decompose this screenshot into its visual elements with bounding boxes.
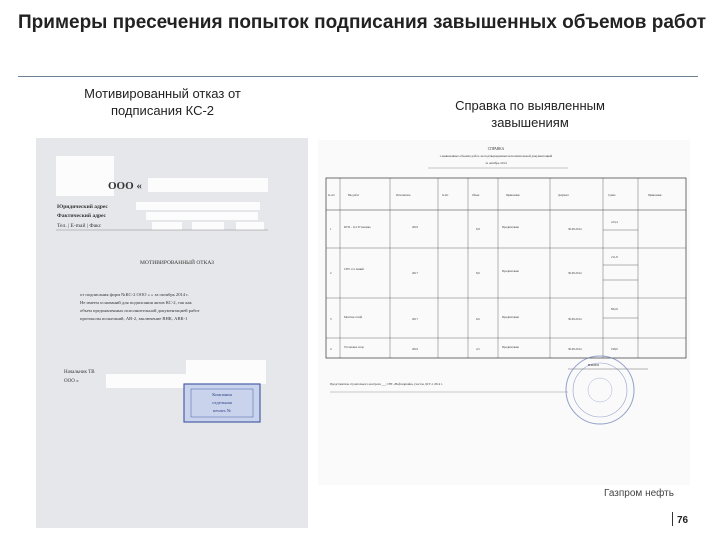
table-col-header: № КС — [442, 194, 449, 197]
table-cell: Предписание — [502, 269, 519, 273]
table-cell: 4,5 — [476, 347, 480, 351]
table-cell: 8,6 — [476, 271, 480, 275]
stamp-text: печать № — [212, 408, 232, 413]
refusal-document-scan — [36, 138, 308, 528]
doc-body-line: Не имеем оснований для подписания актов КС-2, так как — [80, 300, 192, 305]
redaction-block — [146, 212, 258, 220]
table-cell: 3 — [330, 317, 332, 321]
table-col-header: Документ — [558, 194, 569, 197]
table-cell: 198,0 — [611, 347, 618, 351]
table-col-header: Исполнитель — [396, 194, 411, 197]
table-cell: КТП – 0,4 Установка — [344, 225, 371, 229]
table-col-header: Объем — [472, 194, 480, 197]
table-col-header: Сумма — [608, 194, 616, 197]
page-number: 76 — [677, 515, 689, 526]
table-col-header: № п/п — [328, 194, 335, 197]
doc-body-line: от подписания форм №КС-2 ООО « » за октябрь 2014 г. — [80, 292, 189, 297]
table-cell: Предписание — [502, 345, 519, 349]
table-cell: 211,8 — [611, 255, 618, 259]
table-cell: 2016 — [412, 225, 418, 229]
table-cell: 30.09.2014 — [568, 227, 582, 231]
stamp-text: Компания — [212, 392, 232, 397]
redaction-block — [56, 156, 114, 196]
table-col-header: Примечание — [648, 194, 662, 197]
table-cell: 2017 — [412, 271, 418, 275]
doc-company: ООО « — [108, 180, 142, 192]
doc-heading: МОТИВИРОВАННЫЙ ОТКАЗ — [140, 260, 214, 266]
doc-body-line: протоколы испытаний, АВ-2, заключение ВНК, АВК-1 — [80, 316, 188, 321]
stamp-text: отдельная — [212, 400, 232, 405]
doc-signer-title: Начальник ТВ — [64, 370, 95, 375]
table-cell: 6,8 — [476, 227, 480, 231]
brand-footer: Газпром нефть — [604, 488, 674, 499]
redaction-block — [136, 202, 260, 210]
report-header: за октябрь 2014 — [485, 161, 507, 165]
table-cell: 30.09.2014 — [568, 347, 582, 351]
doc-address-legal: Юридический адрес — [57, 204, 108, 210]
table-cell: 2016 — [412, 347, 418, 351]
table-cell: 2017 — [412, 317, 418, 321]
doc-signer-org: ООО « — [64, 379, 79, 384]
table-total-label: ИТОГО — [588, 363, 599, 367]
table-cell: СПУ 2-х линий — [344, 267, 364, 271]
table-cell: 30.09.2014 — [568, 271, 582, 275]
doc-phone-line: Тел. | E-mail | Факс — [57, 223, 102, 229]
table-cell: Предписание — [502, 315, 519, 319]
redaction-block — [236, 222, 264, 230]
table-cell: 4 — [330, 347, 332, 351]
table-cell: 2 — [330, 271, 332, 275]
table-cell: 413,4 — [611, 220, 618, 224]
title-divider — [18, 76, 698, 77]
report-header: о выявленных объемах работ, не подтвержденных исполнительной документацией — [439, 154, 553, 158]
right-caption: Справка по выявленным завышениям — [455, 98, 605, 130]
redaction-block — [186, 360, 266, 384]
redaction-block — [192, 222, 224, 230]
redaction-block — [148, 178, 268, 192]
table-cell: 30.09.2014 — [568, 317, 582, 321]
table-col-header: Примечание — [506, 194, 520, 197]
table-col-header: Вид работ — [348, 194, 360, 197]
left-caption: Мотивированный отказ от подписания КС-2 — [84, 86, 241, 118]
table-cell: Установка опор — [344, 345, 364, 349]
slide-title: Примеры пресечения попыток подписания завышенных объемов работ — [18, 12, 707, 33]
doc-body-line: объем предъявленных исполнительной документацией работ — [80, 308, 200, 313]
table-cell: Предписание — [502, 225, 519, 229]
report-document-scan — [318, 140, 690, 485]
page-number-divider — [672, 512, 673, 526]
table-cell: 6,6 — [476, 317, 480, 321]
table-cell: 822,6 — [611, 307, 618, 311]
table-cell: Монтаж сетей — [344, 315, 363, 319]
doc-address-actual: Фактический адрес — [57, 213, 106, 219]
report-signature-line: Представитель строительного контроля ___ СНТ «Нефтедизайн» участок ДСУ-1 2014 г. — [330, 382, 443, 386]
table-cell: 1 — [330, 227, 332, 231]
report-header: СПРАВКА — [487, 147, 505, 151]
redaction-block — [152, 222, 182, 230]
